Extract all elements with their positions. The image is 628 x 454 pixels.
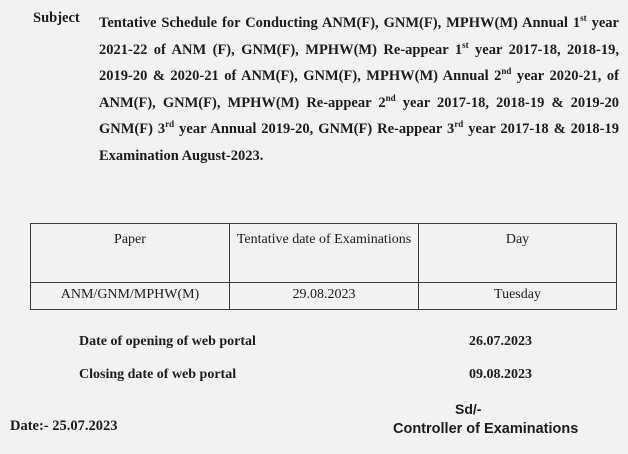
subject-superscript: rd	[165, 119, 175, 130]
subject-label: Subject	[33, 10, 80, 26]
cell-date: 29.08.2023	[230, 283, 419, 310]
subject-text-part: year 2017-18, 2018-19 & 2019-20 GNM(F) 3	[99, 94, 619, 137]
subject-superscript: nd	[385, 92, 396, 103]
header-paper: Paper	[31, 224, 230, 283]
closing-date-value: 09.08.2023	[469, 367, 532, 382]
header-day: Day	[419, 224, 617, 283]
schedule-table	[30, 223, 617, 310]
cell-day: Tuesday	[419, 283, 617, 310]
subject-superscript: st	[580, 13, 587, 24]
opening-date-value: 26.07.2023	[469, 334, 532, 349]
table-row	[31, 283, 617, 310]
schedule-header-row	[31, 224, 617, 283]
subject-text-part: year 2017-18, 2018-19, 2019-20 & 2020-21 of ANM(F), GNM(F), MPHW(M) Annual 2	[99, 41, 619, 84]
subject-text-part: year 2021-22 of ANM (F), GNM(F), MPHW(M) Re-appear 1	[99, 15, 619, 58]
document-date: Date:- 25.07.2023	[10, 418, 118, 434]
subject-text-part: year Annual 2019-20, GNM(F) Re-appear 3	[174, 121, 455, 137]
closing-date-label: Closing date of web portal	[79, 367, 237, 382]
subject-text	[99, 10, 619, 169]
cell-paper: ANM/GNM/MPHW(M)	[31, 283, 230, 310]
subject-superscript: st	[462, 39, 469, 50]
signature-title: Controller of Examinations	[393, 421, 579, 437]
subject-text-part: year 2017-18 & 2018-19 Examination August-2023.	[99, 121, 619, 164]
header-tentative-date: Tentative date of Examinations	[230, 224, 419, 283]
subject-text-part: year 2020-21, of ANM(F), GNM(F), MPHW(M) Re-appear 2	[99, 68, 619, 111]
subject-superscript: rd	[454, 119, 464, 130]
signature-sd: Sd/-	[455, 401, 482, 417]
subject-superscript: nd	[501, 66, 512, 77]
subject-text-part: Tentative Schedule for Conducting ANM(F), GNM(F), MPHW(M) Annual 1	[99, 15, 581, 31]
opening-date-label: Date of opening of web portal	[79, 334, 256, 349]
